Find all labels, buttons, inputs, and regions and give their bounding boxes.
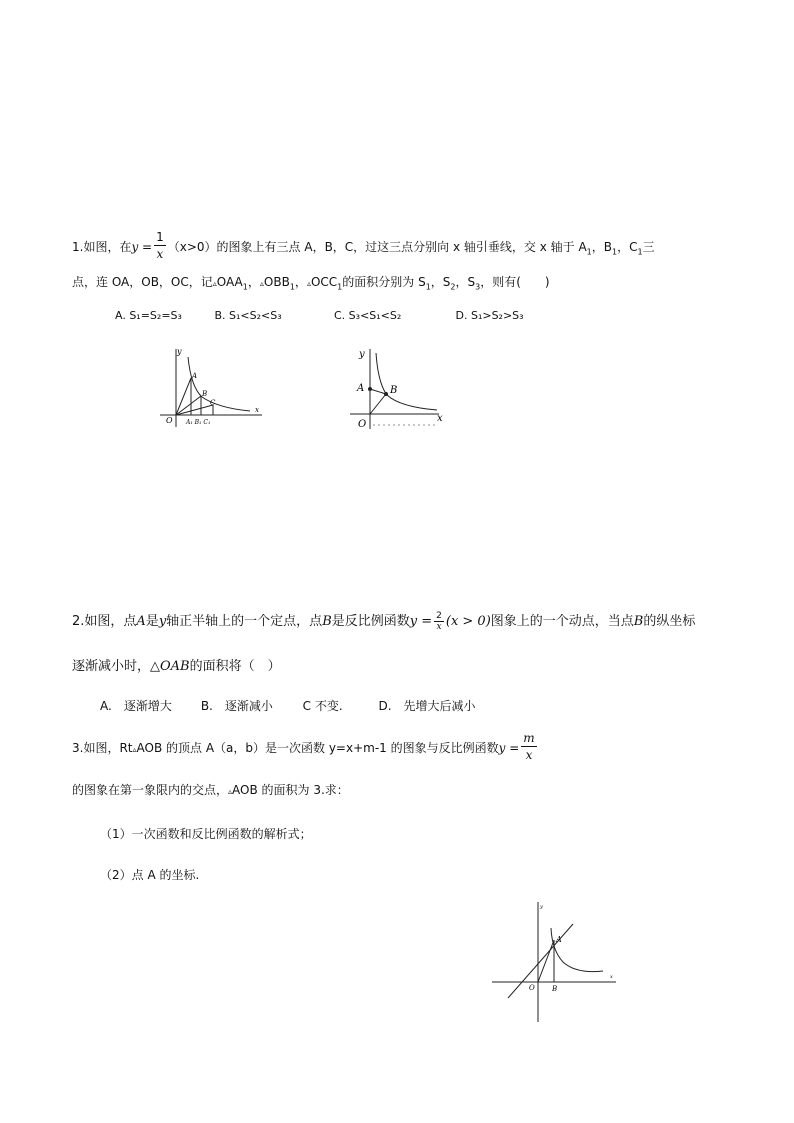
- fig1-label-x: x: [255, 406, 259, 414]
- q2-option-b[interactable]: B. 逐渐减小: [200, 699, 273, 713]
- q3-text-b: AOB 的顶点 A（a，b）是一次函数 y=x+m-1 的图象与反比例函数: [136, 741, 499, 755]
- q2-eq-y: y =: [409, 614, 433, 629]
- q1-tri-2: ▵: [259, 279, 264, 288]
- q3-frac-den: x: [525, 748, 533, 762]
- q2-line2-a: 逐渐减小时，: [72, 659, 151, 674]
- q2-point-b2: B: [633, 614, 644, 629]
- q1-line2-c: ，: [247, 275, 260, 289]
- q2-frac-num: 2: [436, 611, 442, 621]
- fig1-label-bottom: A₁ B₁ C₁: [186, 419, 211, 426]
- q1-sub-oaa: 1: [242, 282, 248, 292]
- q3-line2-b: AOB 的面积为 3.求：: [232, 783, 349, 797]
- q1-line2-b: OAA: [216, 275, 243, 289]
- q1-sub-b1: 1: [612, 247, 618, 257]
- q3-tri: ▵: [132, 745, 137, 754]
- q2-option-a[interactable]: A. 逐渐增大: [100, 699, 172, 713]
- q2-option-d[interactable]: D. 先增大后减小: [378, 699, 476, 713]
- q1-line2-i: ，S: [455, 275, 476, 289]
- fig2-label-o: O: [358, 419, 367, 430]
- q2-text-d: 是反比例函数: [331, 614, 410, 629]
- q1-line2-j: ，则有( ): [480, 275, 550, 289]
- q3-figure: [488, 898, 620, 1026]
- q2-option-c[interactable]: C 不变.: [302, 699, 343, 713]
- fig3-label-a: A: [556, 935, 562, 944]
- fig3-label-b: B: [552, 985, 558, 993]
- fig2-label-b: B: [390, 385, 398, 396]
- fig1-curve: [188, 357, 250, 411]
- q3-text-a: 3.如图，Rt: [72, 741, 133, 755]
- q2-line1: [72, 610, 695, 634]
- q3-line1: [72, 732, 539, 765]
- fig2-point-b: [384, 392, 388, 396]
- q1-line2-f: OCC: [310, 275, 338, 289]
- q1-text-b: （x>0）的图象上有三点 A，B，C，过这三点分别向 x 轴引垂线，交 x 轴于 A: [167, 240, 587, 254]
- q1-line2-h: ，S: [430, 275, 451, 289]
- q3-fraction: [521, 730, 536, 763]
- q1-option-d[interactable]: D. S₁>S₂>S₃: [455, 309, 524, 322]
- fig1-oc: [176, 405, 213, 415]
- q1-text-a: 1.如图，在: [72, 240, 132, 254]
- q2-text-e: 图象上的一个动点，当点: [490, 614, 634, 629]
- q1-options: [115, 309, 524, 322]
- fig2-label-y: y: [359, 349, 365, 360]
- q1-frac-den: x: [156, 247, 164, 261]
- fig3-label-o: O: [529, 984, 535, 992]
- q2-options: [100, 697, 476, 714]
- q2-fraction: [434, 611, 444, 632]
- fig3-label-y: y: [540, 904, 543, 910]
- q2-text-a: 2.如图，点: [72, 614, 137, 629]
- q1-frac-num: 1: [156, 230, 164, 244]
- q3-frac-num: m: [523, 731, 535, 745]
- q2-line2-b: 的面积将（ ）: [189, 659, 281, 674]
- q1-text-e: 三: [642, 240, 655, 254]
- q1-line2-d: OBB: [263, 275, 290, 289]
- q1-eq-y: y =: [131, 240, 153, 254]
- q1-line2-a: 点，连 OA，OB，OC，记: [72, 275, 213, 289]
- fig3-label-x: x: [610, 974, 613, 980]
- fig2-point-a: [368, 387, 372, 391]
- q1-line1: [72, 231, 655, 264]
- fig2-curve: [376, 353, 437, 410]
- q2-oab: OAB: [160, 659, 190, 674]
- q1-tri-3: ▵: [306, 279, 311, 288]
- q3-eq-y: y =: [498, 741, 520, 755]
- q1-sub-s1: 1: [425, 282, 431, 292]
- q1-tri-1: ▵: [212, 279, 217, 288]
- q3-line2-text: 的图象在第一象限内的交点，: [72, 783, 229, 797]
- fig2-ob: [370, 394, 386, 414]
- q1-line2: [72, 273, 550, 291]
- q2-point-b: B: [322, 614, 332, 629]
- fig1-label-a: A: [192, 372, 198, 380]
- q1-option-a[interactable]: A. S₁=S₂=S₃: [115, 309, 182, 322]
- q3-item-2: （2）点 A 的坐标.: [100, 868, 200, 882]
- q1-figure-1: [158, 345, 268, 430]
- q1-text-d: ，C: [617, 240, 638, 254]
- q2-condition: (x > 0): [445, 614, 491, 629]
- q2-text-f: 的纵坐标: [643, 614, 696, 629]
- q1-sub-s2: 2: [450, 282, 456, 292]
- q1-sub-a1: 1: [586, 247, 592, 257]
- q1-figure-2: [345, 343, 450, 433]
- q3-item-1: （1）一次函数和反比例函数的解析式；: [100, 827, 312, 841]
- q1-option-b[interactable]: B. S₁<S₂<S₃: [214, 309, 282, 322]
- q1-text-c: ，B: [591, 240, 612, 254]
- q2-text-b: 是: [145, 614, 159, 629]
- q1-sub-obb: 1: [289, 282, 295, 292]
- fig1-label-b: B: [202, 390, 208, 398]
- fig2-label-x: x: [437, 413, 443, 424]
- q2-frac-den: x: [436, 622, 442, 632]
- q1-sub-occ: 1: [337, 282, 343, 292]
- fig1-label-y: y: [177, 347, 182, 356]
- q1-sub-s3: 3: [475, 282, 481, 292]
- q1-option-c[interactable]: C. S₃<S₁<S₂: [334, 309, 402, 322]
- q1-fraction: [154, 229, 166, 262]
- fig1-label-c: C: [210, 399, 216, 407]
- fig1-label-o: O: [166, 416, 173, 425]
- q2-point-a: A: [136, 614, 146, 629]
- q2-line2: [72, 655, 281, 674]
- q3-line2: [72, 781, 349, 798]
- q1-line2-g: 的面积分别为 S: [342, 275, 426, 289]
- fig2-label-a: A: [357, 383, 365, 394]
- q2-text-c: 轴正半轴上的一个定点，点: [166, 614, 323, 629]
- q3-tri-2: ▵: [228, 787, 233, 796]
- fig3-line: [508, 924, 573, 998]
- q1-sub-c1: 1: [637, 247, 643, 257]
- q2-triangle: △: [150, 659, 161, 674]
- q1-line2-e: ，: [294, 275, 307, 289]
- q2-y: y: [158, 614, 167, 629]
